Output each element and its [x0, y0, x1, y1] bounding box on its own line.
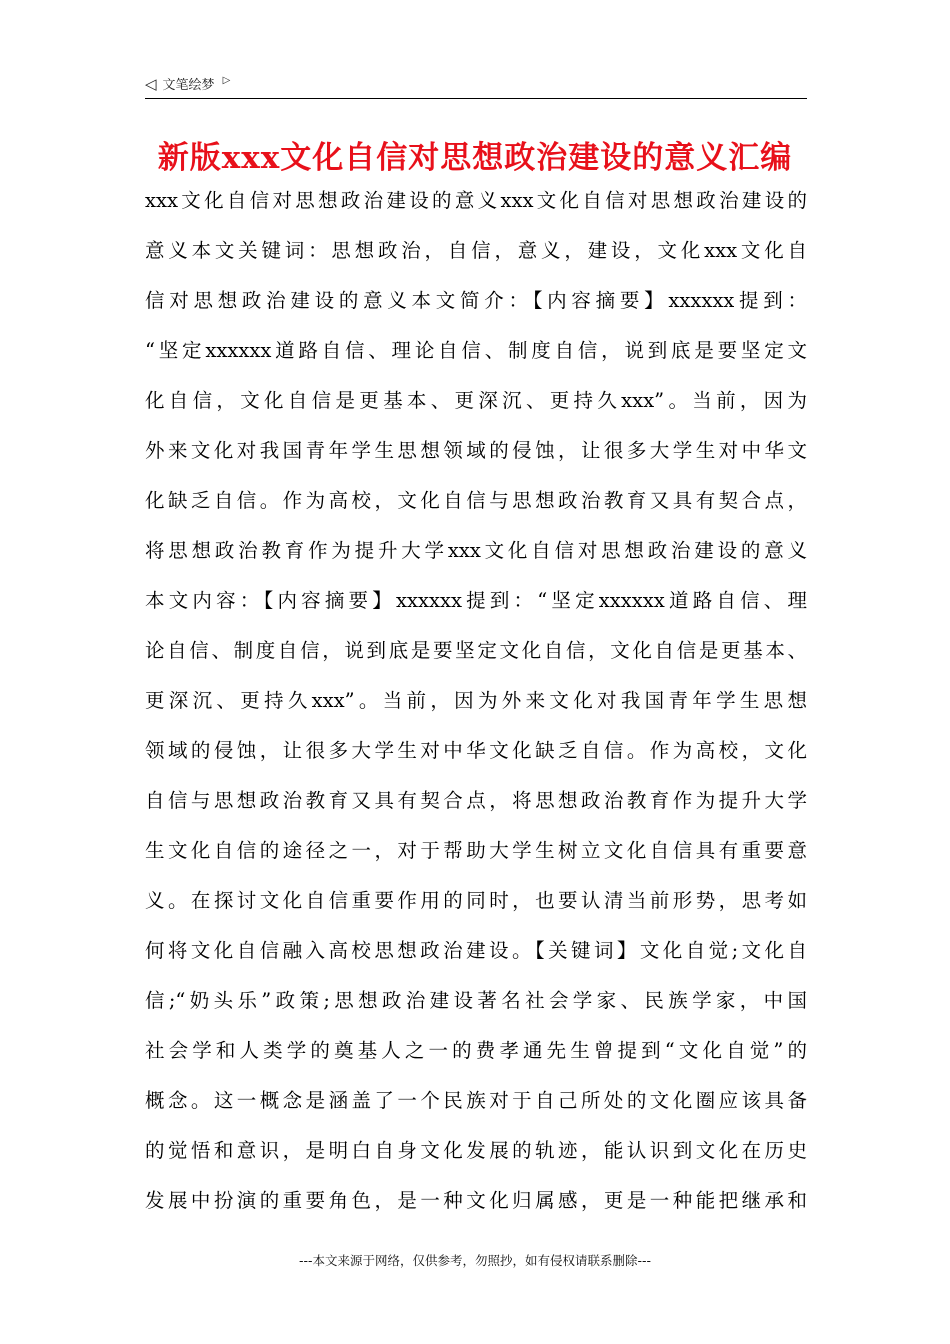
document-title: 新版xxx文化自信对思想政治建设的意义汇编	[157, 140, 793, 176]
body-line: 信对思想政治建设的意义本文简介：【内容摘要】xxxxxx提到：	[145, 289, 807, 312]
body-line: 更深沉、更持久xxx”。当前，因为外来文化对我国青年学生思想	[145, 689, 807, 712]
header-brand	[145, 74, 230, 93]
body-line: 何将文化自信融入高校思想政治建设。【关键词】文化自觉;文化自	[145, 939, 807, 962]
body-line: xxx文化自信对思想政治建设的意义xxx文化自信对思想政治建设的	[145, 189, 807, 212]
body-line: 生文化自信的途径之一，对于帮助大学生树立文化自信具有重要意	[145, 839, 807, 862]
body-line: 将思想政治教育作为提升大学xxx文化自信对思想政治建设的意义	[145, 539, 807, 562]
body-line: 化自信，文化自信是更基本、更深沉、更持久xxx”。当前，因为	[145, 389, 807, 412]
page-header	[145, 72, 807, 99]
body-line: 领域的侵蚀，让很多大学生对中华文化缺乏自信。作为高校，文化	[145, 739, 807, 762]
body-line: 发展中扮演的重要角色，是一种文化归属感，更是一种能把继承和	[145, 1189, 807, 1212]
body-line: “坚定xxxxxx道路自信、理论自信、制度自信，说到底是要坚定文	[145, 339, 807, 362]
body-line: 外来文化对我国青年学生思想领域的侵蚀，让很多大学生对中华文	[145, 439, 807, 462]
brand-name: 文笔绘梦	[162, 78, 215, 93]
body-line: 信;“奶头乐”政策;思想政治建设著名社会学家、民族学家，中国	[145, 989, 807, 1012]
body-line: 化缺乏自信。作为高校，文化自信与思想政治教育又具有契合点，	[145, 489, 807, 512]
body-line: 意义本文关键词：思想政治，自信，意义，建设，文化xxx文化自	[145, 239, 807, 262]
body-line: 论自信、制度自信，说到底是要坚定文化自信，文化自信是更基本、	[145, 639, 807, 662]
body-line: 社会学和人类学的奠基人之一的费孝通先生曾提到“文化自觉”的	[145, 1039, 807, 1062]
page-footer: ---本文来源于网络，仅供参考，勿照抄，如有侵权请联系删除---	[298, 1253, 652, 1268]
body-line: 本文内容：【内容摘要】xxxxxx提到：“坚定xxxxxx道路自信、理	[145, 589, 807, 612]
body-line: 概念。这一概念是涵盖了一个民族对于自己所处的文化圈应该具备	[145, 1089, 807, 1112]
body-line: 的觉悟和意识，是明白自身文化发展的轨迹，能认识到文化在历史	[145, 1139, 807, 1162]
triangle-right-icon: ▷	[222, 75, 231, 86]
triangle-left-icon: ◁	[145, 74, 157, 93]
body-line: 义。在探讨文化自信重要作用的同时，也要认清当前形势，思考如	[145, 889, 807, 912]
body-line: 自信与思想政治教育又具有契合点，将思想政治教育作为提升大学	[145, 789, 807, 812]
document-body	[145, 183, 807, 1233]
